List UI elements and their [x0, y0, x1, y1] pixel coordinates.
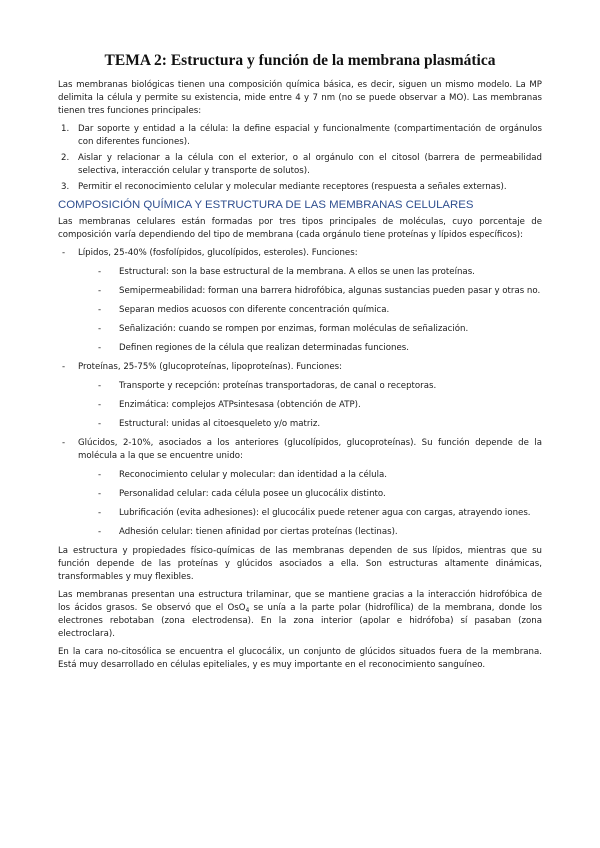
- section-heading: COMPOSICIÓN QUÍMICA Y ESTRUCTURA DE LAS MEMBRANAS CELULARES: [58, 199, 474, 211]
- dash-bullet: -: [98, 470, 102, 480]
- component-item: [58, 437, 542, 539]
- component-function-item: [98, 285, 542, 298]
- component-function-list: [78, 469, 542, 539]
- dash-bullet: -: [62, 438, 66, 448]
- function-number: 1.: [61, 124, 70, 134]
- component-function-item: [98, 507, 542, 520]
- component-function-text: Definen regiones de la célula que realizan determinadas funciones.: [119, 343, 409, 353]
- component-function-item: [98, 342, 542, 355]
- component-function-item: [98, 469, 542, 482]
- dash-bullet: -: [98, 343, 102, 353]
- trilaminar-paragraph: [58, 589, 542, 641]
- page-title: TEMA 2: Estructura y función de la membrana plasmática: [104, 52, 496, 69]
- dash-bullet: -: [98, 305, 102, 315]
- function-item: [58, 123, 542, 149]
- function-item: [58, 181, 542, 194]
- dash-bullet: -: [62, 362, 66, 372]
- component-function-item: [98, 488, 542, 501]
- component-function-item: [98, 304, 542, 317]
- component-item: [58, 247, 542, 355]
- component-function-text: Separan medios acuosos con diferente concentración química.: [119, 305, 390, 315]
- dash-bullet: -: [98, 400, 102, 410]
- function-item: [58, 152, 542, 178]
- component-function-item: [98, 380, 542, 393]
- component-function-text: Estructural: son la base estructural de la membrana. A ellos se unen las proteínas.: [119, 267, 475, 277]
- component-item: [58, 361, 542, 431]
- component-text: Glúcidos, 2-10%, asociados a los anteriores (glucolípidos, glucoproteínas). Su función depende de la molécula a la que se encuentre unido:: [78, 438, 542, 461]
- function-text: Aislar y relacionar a la célula con el exterior, o al orgánulo con el citosol (barrera de permeabilidad selectiva, interacción celular y transporte de solutos).: [78, 153, 542, 176]
- component-function-list: [78, 266, 542, 355]
- component-function-text: Personalidad celular: cada célula posee un glucocálix distinto.: [119, 489, 386, 499]
- glycocalyx-paragraph: En la cara no-citosólica se encuentra el glucocálix, un conjunto de glúcidos situados fuera de la membrana. Está muy desarrollado en células epiteliales, y es muy importante en el reconocimiento sanguíneo.: [58, 647, 542, 670]
- lipids-paragraph: La estructura y propiedades físico-químicas de las membranas dependen de sus lípidos, mientras que su función depende de las proteínas y glúcidos asociados a ella. Son estructuras altamente dinámicas, transformables y muy flexibles.: [58, 546, 542, 582]
- oso4-subscript: 4: [245, 607, 250, 614]
- component-function-text: Enzimática: complejos ATPsintesasa (obtención de ATP).: [119, 400, 361, 410]
- dash-bullet: -: [98, 419, 102, 429]
- component-text: Lípidos, 25-40% (fosfolípidos, glucolípidos, esteroles). Funciones:: [78, 248, 358, 258]
- component-function-text: Adhesión celular: tienen afinidad por ciertas proteínas (lectinas).: [119, 527, 398, 537]
- component-function-item: [98, 399, 542, 412]
- function-number: 2.: [61, 153, 70, 163]
- function-number: 3.: [61, 182, 70, 192]
- dash-bullet: -: [98, 286, 102, 296]
- component-function-item: [98, 323, 542, 336]
- trilaminar-text-before: Las membranas presentan una estructura trilaminar, que se mantiene gracias a la interacción hidrofóbica de los ácidos grasos. Se observó que el OsO: [58, 590, 542, 613]
- component-function-item: [98, 526, 542, 539]
- component-function-text: Lubrificación (evita adhesiones): el glucocálix puede retener agua con cargas, atrayendo iones.: [119, 508, 531, 518]
- functions-list: [58, 123, 542, 194]
- dash-bullet: -: [62, 248, 66, 258]
- function-text: Dar soporte y entidad a la célula: la define espacial y funcionalmente (compartimentación de orgánulos con diferentes funciones).: [78, 124, 542, 147]
- component-function-text: Semipermeabilidad: forman una barrera hidrofóbica, algunas sustancias pueden pasar y otras no.: [119, 286, 541, 296]
- component-function-text: Señalización: cuando se rompen por enzimas, forman moléculas de señalización.: [119, 324, 469, 334]
- dash-bullet: -: [98, 267, 102, 277]
- composition-intro-paragraph: Las membranas celulares están formadas por tres tipos principales de moléculas, cuyo porcentaje de composición varía dependiendo del tipo de membrana (cada orgánulo tiene proteínas y lípidos específicos):: [58, 217, 542, 240]
- dash-bullet: -: [98, 527, 102, 537]
- components-list: [58, 247, 542, 539]
- dash-bullet: -: [98, 508, 102, 518]
- dash-bullet: -: [98, 489, 102, 499]
- component-text: Proteínas, 25-75% (glucoproteínas, lipoproteínas). Funciones:: [78, 362, 343, 372]
- component-function-item: [98, 418, 542, 431]
- trilaminar-text-after: se unía a la parte polar (hidrofílica) de la membrana, donde los electrones rebotaban (zona electrodensa). En la zona interior (apolar e hidrófoba) sí pasaban (zona electroclara).: [58, 603, 543, 639]
- component-function-text: Transporte y recepción: proteínas transportadoras, de canal o receptoras.: [119, 381, 437, 391]
- dash-bullet: -: [98, 324, 102, 334]
- component-function-text: Estructural: unidas al citoesqueleto y/o matriz.: [119, 419, 321, 429]
- component-function-text: Reconocimiento celular y molecular: dan identidad a la célula.: [119, 470, 388, 480]
- component-function-list: [78, 380, 542, 431]
- function-text: Permitir el reconocimiento celular y molecular mediante receptores (respuesta a señales externas).: [78, 182, 507, 192]
- dash-bullet: -: [98, 381, 102, 391]
- intro-paragraph: Las membranas biológicas tienen una composición química básica, es decir, siguen un mismo modelo. La MP delimita la célula y permite su existencia, mide entre 4 y 7 nm (no se puede observar a MO). Las membranas tienen tres funciones principales:: [58, 80, 542, 116]
- component-function-item: [98, 266, 542, 279]
